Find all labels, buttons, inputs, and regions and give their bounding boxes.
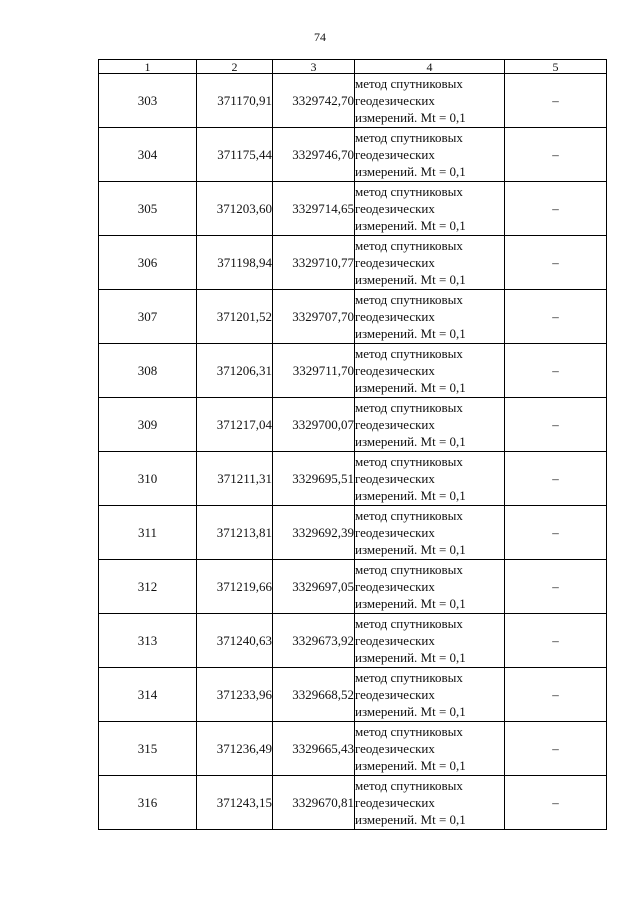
y-coordinate-cell: 3329707,70 xyxy=(273,290,355,344)
table-row xyxy=(99,290,607,344)
table-row xyxy=(99,776,607,830)
x-coordinate-cell: 371211,31 xyxy=(197,452,273,506)
x-coordinate-cell: 371243,15 xyxy=(197,776,273,830)
x-coordinate-cell: 371233,96 xyxy=(197,668,273,722)
coordinates-table xyxy=(98,59,607,830)
x-coordinate-cell: 371240,63 xyxy=(197,614,273,668)
method-line: метод спутниковых xyxy=(355,130,463,145)
point-number-cell: 309 xyxy=(99,398,197,452)
method-line: метод спутниковых xyxy=(355,76,463,91)
table-header-row xyxy=(99,60,607,74)
note-cell: – xyxy=(505,614,607,668)
note-cell: – xyxy=(505,776,607,830)
method-line: геодезических xyxy=(355,147,435,162)
method-line: геодезических xyxy=(355,309,435,324)
note-cell: – xyxy=(505,506,607,560)
note-cell: – xyxy=(505,668,607,722)
x-coordinate-cell: 371170,91 xyxy=(197,74,273,128)
method-cell xyxy=(355,722,505,776)
method-line: метод спутниковых xyxy=(355,292,463,307)
header-cell-5: 5 xyxy=(505,60,607,74)
method-line: измерений. Mt = 0,1 xyxy=(355,380,466,395)
method-line: измерений. Mt = 0,1 xyxy=(355,164,466,179)
method-line: геодезических xyxy=(355,795,435,810)
method-cell xyxy=(355,506,505,560)
method-cell xyxy=(355,614,505,668)
header-cell-2: 2 xyxy=(197,60,273,74)
point-number-cell: 311 xyxy=(99,506,197,560)
method-line: геодезических xyxy=(355,417,435,432)
method-line: геодезических xyxy=(355,471,435,486)
note-cell: – xyxy=(505,398,607,452)
method-line: метод спутниковых xyxy=(355,346,463,361)
method-line: измерений. Mt = 0,1 xyxy=(355,542,466,557)
table-row xyxy=(99,452,607,506)
method-line: геодезических xyxy=(355,579,435,594)
method-line: измерений. Mt = 0,1 xyxy=(355,326,466,341)
method-line: метод спутниковых xyxy=(355,562,463,577)
method-cell xyxy=(355,236,505,290)
method-line: метод спутниковых xyxy=(355,616,463,631)
y-coordinate-cell: 3329673,92 xyxy=(273,614,355,668)
point-number-cell: 312 xyxy=(99,560,197,614)
method-cell xyxy=(355,776,505,830)
method-cell xyxy=(355,290,505,344)
x-coordinate-cell: 371206,31 xyxy=(197,344,273,398)
method-line: измерений. Mt = 0,1 xyxy=(355,272,466,287)
method-cell xyxy=(355,128,505,182)
method-line: измерений. Mt = 0,1 xyxy=(355,434,466,449)
y-coordinate-cell: 3329714,65 xyxy=(273,182,355,236)
method-line: геодезических xyxy=(355,363,435,378)
point-number-cell: 306 xyxy=(99,236,197,290)
table-row xyxy=(99,614,607,668)
method-line: геодезических xyxy=(355,201,435,216)
note-cell: – xyxy=(505,236,607,290)
method-cell xyxy=(355,182,505,236)
method-line: измерений. Mt = 0,1 xyxy=(355,596,466,611)
table-row xyxy=(99,128,607,182)
method-line: измерений. Mt = 0,1 xyxy=(355,218,466,233)
method-cell xyxy=(355,344,505,398)
method-line: измерений. Mt = 0,1 xyxy=(355,812,466,827)
x-coordinate-cell: 371203,60 xyxy=(197,182,273,236)
point-number-cell: 314 xyxy=(99,668,197,722)
point-number-cell: 303 xyxy=(99,74,197,128)
method-cell xyxy=(355,398,505,452)
method-line: метод спутниковых xyxy=(355,454,463,469)
method-line: геодезических xyxy=(355,687,435,702)
method-cell xyxy=(355,452,505,506)
method-line: метод спутниковых xyxy=(355,508,463,523)
y-coordinate-cell: 3329668,52 xyxy=(273,668,355,722)
method-line: измерений. Mt = 0,1 xyxy=(355,488,466,503)
point-number-cell: 310 xyxy=(99,452,197,506)
table-row xyxy=(99,398,607,452)
method-line: метод спутниковых xyxy=(355,724,463,739)
note-cell: – xyxy=(505,452,607,506)
y-coordinate-cell: 3329697,05 xyxy=(273,560,355,614)
note-cell: – xyxy=(505,128,607,182)
y-coordinate-cell: 3329711,70 xyxy=(273,344,355,398)
method-cell xyxy=(355,668,505,722)
table-row xyxy=(99,74,607,128)
y-coordinate-cell: 3329742,70 xyxy=(273,74,355,128)
y-coordinate-cell: 3329695,51 xyxy=(273,452,355,506)
method-line: геодезических xyxy=(355,255,435,270)
table-row xyxy=(99,560,607,614)
y-coordinate-cell: 3329700,07 xyxy=(273,398,355,452)
method-cell xyxy=(355,560,505,614)
y-coordinate-cell: 3329692,39 xyxy=(273,506,355,560)
header-cell-1: 1 xyxy=(99,60,197,74)
method-line: геодезических xyxy=(355,633,435,648)
page-number: 74 xyxy=(314,30,326,44)
method-line: измерений. Mt = 0,1 xyxy=(355,650,466,665)
point-number-cell: 315 xyxy=(99,722,197,776)
method-line: измерений. Mt = 0,1 xyxy=(355,758,466,773)
header-cell-3: 3 xyxy=(273,60,355,74)
method-line: метод спутниковых xyxy=(355,184,463,199)
point-number-cell: 316 xyxy=(99,776,197,830)
x-coordinate-cell: 371236,49 xyxy=(197,722,273,776)
method-line: метод спутниковых xyxy=(355,670,463,685)
method-line: метод спутниковых xyxy=(355,400,463,415)
point-number-cell: 305 xyxy=(99,182,197,236)
y-coordinate-cell: 3329710,77 xyxy=(273,236,355,290)
x-coordinate-cell: 371219,66 xyxy=(197,560,273,614)
table-row xyxy=(99,722,607,776)
note-cell: – xyxy=(505,344,607,398)
method-line: геодезических xyxy=(355,525,435,540)
method-line: измерений. Mt = 0,1 xyxy=(355,110,466,125)
table-row xyxy=(99,344,607,398)
point-number-cell: 304 xyxy=(99,128,197,182)
x-coordinate-cell: 371175,44 xyxy=(197,128,273,182)
x-coordinate-cell: 371213,81 xyxy=(197,506,273,560)
y-coordinate-cell: 3329670,81 xyxy=(273,776,355,830)
method-line: метод спутниковых xyxy=(355,778,463,793)
point-number-cell: 313 xyxy=(99,614,197,668)
note-cell: – xyxy=(505,560,607,614)
header-cell-4: 4 xyxy=(355,60,505,74)
note-cell: – xyxy=(505,290,607,344)
x-coordinate-cell: 371217,04 xyxy=(197,398,273,452)
note-cell: – xyxy=(505,722,607,776)
table-row xyxy=(99,236,607,290)
note-cell: – xyxy=(505,74,607,128)
y-coordinate-cell: 3329665,43 xyxy=(273,722,355,776)
point-number-cell: 308 xyxy=(99,344,197,398)
method-cell xyxy=(355,74,505,128)
table-row xyxy=(99,506,607,560)
table-row xyxy=(99,668,607,722)
x-coordinate-cell: 371201,52 xyxy=(197,290,273,344)
method-line: измерений. Mt = 0,1 xyxy=(355,704,466,719)
method-line: метод спутниковых xyxy=(355,238,463,253)
note-cell: – xyxy=(505,182,607,236)
x-coordinate-cell: 371198,94 xyxy=(197,236,273,290)
point-number-cell: 307 xyxy=(99,290,197,344)
table-row xyxy=(99,182,607,236)
y-coordinate-cell: 3329746,70 xyxy=(273,128,355,182)
method-line: геодезических xyxy=(355,741,435,756)
method-line: геодезических xyxy=(355,93,435,108)
